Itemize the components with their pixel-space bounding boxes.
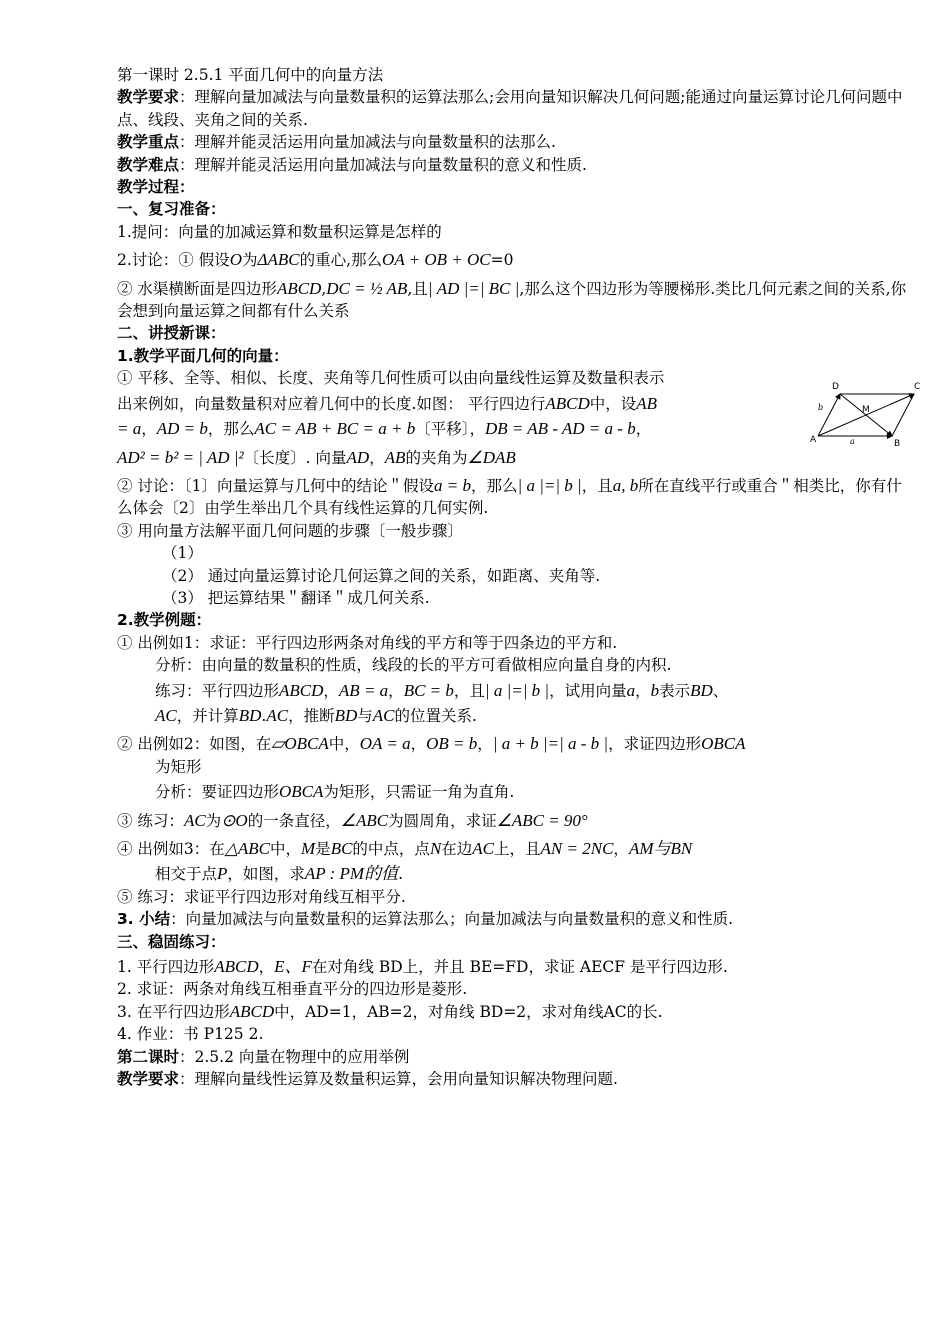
step-1: （1） xyxy=(162,544,203,563)
section-heading-review: 一、复习准备： xyxy=(117,200,226,219)
teaching-difficulty: 教学难点：理解并能灵活运用向量加减法与向量数量积的意义和性质. xyxy=(117,155,587,174)
subheading-examples: 2.教学例题： xyxy=(117,611,212,630)
example-1-exercise: 练习：平行四边形ABCD，AB = a，BC = b，且| a |=| b |，试用向量a，b表示BD、 xyxy=(155,680,729,700)
summary: 3. 小结：向量加减法与向量数量积的运算法那么；向量加减法与向量数量积的意义和性质. xyxy=(117,910,734,929)
exercise-circle: ③ 练习：AC为⊙O的一条直径，∠ABC为圆周角，求证∠ABC = 90° xyxy=(117,810,588,830)
point-1-intro: ① 平移、全等、相似、长度、夹角等几何性质可以由向量线性运算及数量积表示 xyxy=(117,369,665,388)
example-1-exercise-cont: AC，并计算BD.AC，推断BD与AC的位置关系. xyxy=(155,705,477,725)
teaching-requirements: 教学要求：理解向量加减法与向量数量积的运算法那么;会用向量知识解决几何问题;能通过向量运算讨论几何问题中点、线段、夹角之间的关系. xyxy=(117,88,903,129)
parallelogram-shape xyxy=(818,394,914,436)
point-1-length-angle: AD² = b² = | AD |²〔长度〕. 向量AD，AB的夹角为∠DAB xyxy=(117,447,516,467)
vertex-label-a: A xyxy=(810,435,817,445)
vertex-label-b: B xyxy=(894,439,901,446)
section-heading-new-lesson: 二、讲授新课： xyxy=(117,324,226,343)
parallelogram-diagram xyxy=(810,380,922,446)
review-discussion-1: 2.讨论：① 假设O为ΔABC的重心,那么OA + OB + OC=0 xyxy=(117,250,514,270)
review-question-1: 1.提问：向量的加减运算和数量积运算是怎样的 xyxy=(117,222,442,241)
midpoint-label-m: M xyxy=(862,405,870,415)
subheading-plane-geometry-vectors: 1.教学平面几何的向量： xyxy=(117,346,289,365)
section-heading-consolidation: 三、稳固练习： xyxy=(117,932,226,951)
lesson-title: 第一课时 2.5.1 平面几何中的向量方法 xyxy=(117,66,384,84)
review-discussion-2: ② 水渠横断面是四边形ABCD,DC = ½ AB,且| AD |=| BC |,那么这个四边形为等腰梯形.类比几何元素之间的关系,你会想到向量运算之间都有什么关系 xyxy=(117,278,907,321)
example-1: ① 出例如1：求证：平行四边形两条对角线的平方和等于四条边的平方和. xyxy=(117,633,618,652)
exercise-diagonals: ⑤ 练习：求证平行四边形对角线互相平分. xyxy=(117,887,406,906)
document-body xyxy=(117,64,912,1090)
consolidation-2: 2. 求证：两条对角线互相垂直平分的四边形是菱形. xyxy=(117,980,468,999)
vector-label-b: b xyxy=(818,403,824,412)
example-3: ④ 出例如3：在△ABC中，M是BC的中点，点N在边AC上，且AN = 2NC，AM与BN xyxy=(117,839,693,858)
vertex-label-c: C xyxy=(914,382,921,392)
example-2: ② 出例如2：如图，在▱OBCA中，OA = a，OB = b，| a + b |=| a - b |，求证四边形OBCA xyxy=(117,734,746,754)
consolidation-1: 1. 平行四边形ABCD，E、F在对角线 BD上，并且 BE=FD，求证 AECF 是平行四边形. xyxy=(117,957,728,977)
consolidation-3: 3. 在平行四边形ABCD中，AD=1，AB=2，对角线 BD=2，求对角线AC的长. xyxy=(117,1001,663,1021)
point-3-steps-heading: ③ 用向量方法解平面几何问题的步骤〔一般步骤〕 xyxy=(117,521,463,540)
point-2-discussion: ② 讨论：〔1〕向量运算与几何中的结论＂假设a = b，那么| a |=| b |，且a, b所在直线平行或重合＂相类比，你有什么体会〔2〕由学生举出几个具有线性运算的几何实例. xyxy=(117,475,902,518)
point-1-example: 出来例如，向量数量积对应着几何中的长度.如图： 平行四边行ABCD中，设AB xyxy=(117,393,658,413)
step-3: （3） 把运算结果＂翻译＂成几何关系. xyxy=(162,588,430,607)
consolidation-4-homework: 4. 作业：书 P125 2. xyxy=(117,1025,264,1044)
teaching-focus: 教学重点：理解并能灵活运用向量加减法与向量数量积的法那么. xyxy=(117,133,556,152)
example-1-analysis: 分析：由向量的数量积的性质，线段的长的平方可看做相应向量自身的内积. xyxy=(155,656,672,675)
teaching-process-heading: 教学过程： xyxy=(117,178,195,197)
example-2-analysis: 分析：要证四边形OBCA为矩形，只需证一角为直角. xyxy=(155,782,515,802)
vector-label-a: a xyxy=(850,437,855,446)
second-lesson-title: 第二课时：2.5.2 向量在物理中的应用举例 xyxy=(117,1047,410,1066)
example-3-cont: 相交于点P，如图，求AP : PM的值. xyxy=(155,864,404,884)
second-lesson-requirements: 教学要求：理解向量线性运算及数量积运算，会用向量知识解决物理问题. xyxy=(117,1070,618,1089)
step-2: （2） 通过向量运算讨论几何运算之间的关系，如距离、夹角等. xyxy=(162,566,601,585)
point-1-translation: = a，AD = b，那么AC = AB + BC = a + b〔平移〕，DB = AB - AD = a - b， xyxy=(117,419,652,439)
vertex-label-d: D xyxy=(832,382,839,392)
example-2-cont: 为矩形 xyxy=(155,757,202,776)
